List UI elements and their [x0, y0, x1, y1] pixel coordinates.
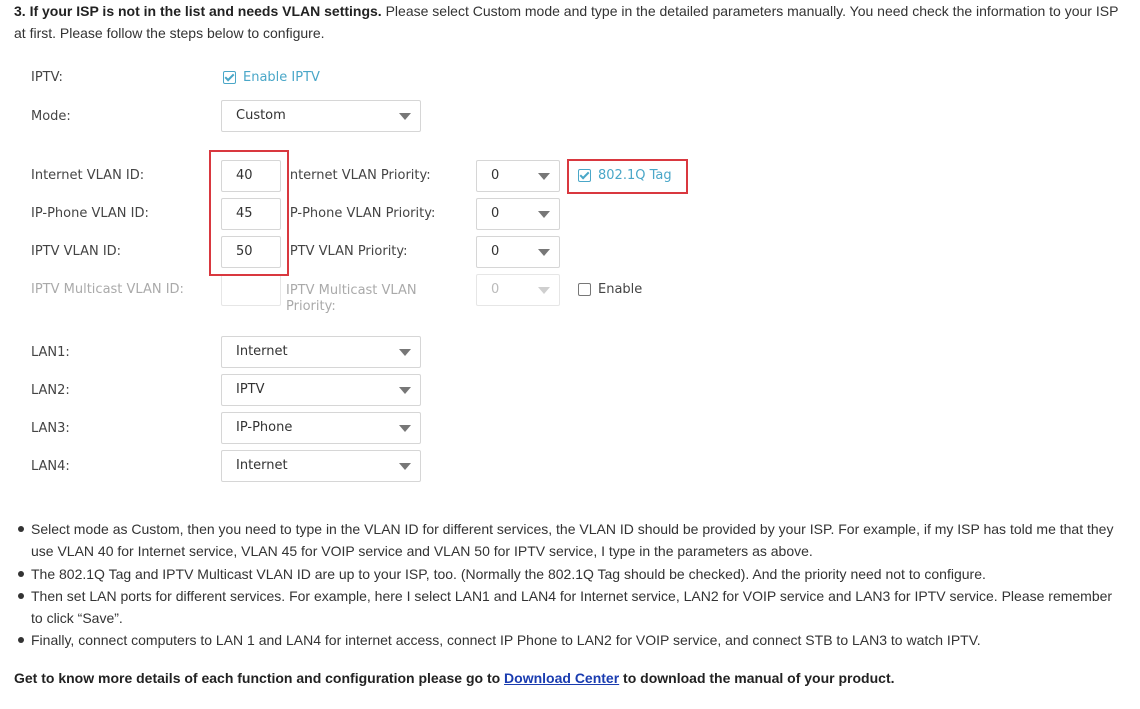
- footer-text: [14, 667, 895, 689]
- chevron-down-icon: [399, 425, 411, 432]
- lan4-select[interactable]: [221, 450, 421, 482]
- lan1-label: LAN1:: [31, 345, 70, 360]
- chevron-down-icon: [399, 113, 411, 120]
- note-item: Select mode as Custom, then you need to type in the VLAN ID for different services, the VLAN ID should be provided by your ISP. For example, if my ISP has told me that they use VLAN 40 for Internet service, VLAN 45 for VOIP service and VLAN 50 for IPTV service, I type in the parameters as above.: [14, 518, 1114, 563]
- lan4-value: Internet: [236, 458, 288, 473]
- multicast-enable-label[interactable]: Enable: [598, 282, 643, 297]
- mode-label: Mode:: [31, 109, 71, 124]
- vlan-id-highlight-box: [209, 150, 289, 276]
- lan3-label: LAN3:: [31, 421, 70, 436]
- lan1-value: Internet: [236, 344, 288, 359]
- notes-list: [14, 518, 1114, 652]
- footer-before: Get to know more details of each function and configuration please go to: [14, 670, 505, 686]
- iptv-vlan-priority-select[interactable]: [476, 236, 560, 268]
- note-item: Then set LAN ports for different services. For example, here I select LAN1 and LAN4 for Internet service, LAN2 for VOIP service and LAN3 for IPTV service. Please remember to click “Save”.: [14, 585, 1114, 630]
- chevron-down-icon: [399, 349, 411, 356]
- multicast-vlan-id-label: IPTV Multicast VLAN ID:: [31, 282, 184, 297]
- mode-value: Custom: [236, 108, 286, 123]
- enable-iptv-checkbox[interactable]: [223, 71, 236, 84]
- chevron-down-icon: [538, 287, 550, 294]
- chevron-down-icon: [538, 173, 550, 180]
- lan3-value: IP-Phone: [236, 420, 293, 435]
- note-item: The 802.1Q Tag and IPTV Multicast VLAN ID are up to your ISP, too. (Normally the 802.1Q Tag should be checked). And the priority need not to configure.: [14, 563, 1114, 585]
- iptv-vlan-id-label: IPTV VLAN ID:: [31, 244, 122, 259]
- footer-after: to download the manual of your product.: [619, 670, 895, 686]
- iptv-label: IPTV:: [31, 70, 63, 85]
- phone-vlan-priority-label: IP-Phone VLAN Priority:: [286, 206, 436, 221]
- iptv-vlan-priority-value: 0: [491, 244, 500, 259]
- internet-vlan-priority-value: 0: [491, 168, 500, 183]
- lan2-label: LAN2:: [31, 383, 70, 398]
- multicast-vlan-priority-value: 0: [491, 282, 500, 297]
- multicast-vlan-priority-label: IPTV Multicast VLAN Priority:: [286, 283, 417, 314]
- iptv-vlan-id-value: 50: [236, 244, 253, 259]
- internet-vlan-priority-label: Internet VLAN Priority:: [286, 168, 431, 183]
- multicast-enable-checkbox[interactable]: [578, 283, 591, 296]
- enable-iptv-label[interactable]: Enable IPTV: [243, 70, 320, 85]
- chevron-down-icon: [538, 249, 550, 256]
- phone-vlan-id-label: IP-Phone VLAN ID:: [31, 206, 149, 221]
- multicast-vlan-id-input[interactable]: [221, 274, 281, 306]
- tag-highlight-box: [567, 159, 688, 194]
- lan4-label: LAN4:: [31, 459, 70, 474]
- phone-vlan-priority-value: 0: [491, 206, 500, 221]
- chevron-down-icon: [399, 463, 411, 470]
- phone-vlan-id-value: 45: [236, 206, 253, 221]
- lan2-select[interactable]: [221, 374, 421, 406]
- chevron-down-icon: [538, 211, 550, 218]
- chevron-down-icon: [399, 387, 411, 394]
- intro-text: Please select Custom mode and type in the detailed parameters manually. You need check the information to your ISP at first. Please follow the steps below to configure.: [14, 3, 1119, 41]
- intro-heading: 3. If your ISP is not in the list and needs VLAN settings.: [14, 3, 382, 19]
- download-center-link[interactable]: Download Center: [504, 670, 620, 686]
- lan3-select[interactable]: [221, 412, 421, 444]
- multicast-vlan-priority-select[interactable]: [476, 274, 560, 306]
- mode-select[interactable]: [221, 100, 421, 132]
- internet-vlan-id-value: 40: [236, 168, 253, 183]
- phone-vlan-priority-select[interactable]: [476, 198, 560, 230]
- lan2-value: IPTV: [236, 382, 265, 397]
- note-item: Finally, connect computers to LAN 1 and LAN4 for internet access, connect IP Phone to LAN2 for VOIP service, and connect STB to LAN3 to watch IPTV.: [14, 629, 1114, 651]
- tag-8021q-label[interactable]: 802.1Q Tag: [598, 168, 672, 183]
- lan1-select[interactable]: [221, 336, 421, 368]
- intro-paragraph: [14, 0, 1129, 44]
- internet-vlan-priority-select[interactable]: [476, 160, 560, 192]
- internet-vlan-id-label: Internet VLAN ID:: [31, 168, 145, 183]
- iptv-vlan-priority-label: IPTV VLAN Priority:: [286, 244, 408, 259]
